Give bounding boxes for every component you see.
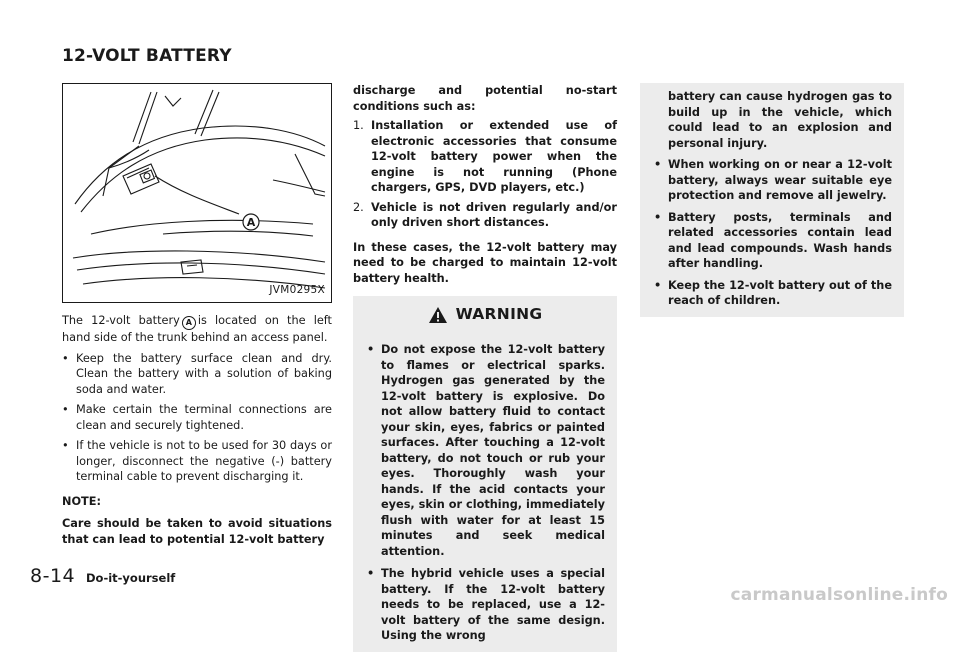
warning-box-continued	[640, 83, 904, 317]
warning-header	[353, 296, 617, 334]
page-number: 8-14	[30, 565, 76, 587]
watermark: carmanualsonline.info	[730, 585, 948, 605]
intro-text-after: is located on the left hand side of the trunk behind an access panel.	[62, 314, 332, 344]
warning-item-text: The hybrid vehicle uses a special battery. If the 12-volt battery needs to be replaced, use a 12-volt battery of the same design. Using the wrong	[381, 567, 605, 642]
warning-item-text: Do not expose the 12-volt battery to flames or electrical sparks. Hydrogen gas generated by the 12-volt battery is explosive. Do not allow battery fluid to contact your skin, eyes, fabrics or painted surfaces. After touching a 12-volt battery, do not touch or rub your eyes. Thoroughly wash your hands. If the acid contacts your eyes, skin or clothing, immediately flush with water for at least 15 minutes and seek medical attention.	[381, 343, 605, 558]
bullet-dot: •	[62, 439, 69, 452]
bullet-dot: •	[367, 567, 375, 580]
intro-text-before: The 12-volt battery	[62, 314, 180, 327]
warning-continuation: battery can cause hydrogen gas to build up in the vehicle, which could lead to an explosion and personal injury.	[668, 90, 892, 150]
list-item-text: Make certain the terminal connections are clean and securely tightened.	[76, 403, 332, 432]
numbered-item	[353, 118, 617, 196]
column-1	[62, 83, 332, 547]
figure-code: JVM0295X	[269, 283, 325, 296]
warning-item-text: Battery posts, terminals and related accessories contain lead and lead compounds. Wash hands after handling.	[668, 210, 892, 270]
warning-item	[367, 566, 605, 644]
column-2	[353, 83, 617, 652]
warning-item-text: Keep the 12-volt battery out of the reach of children.	[668, 278, 892, 307]
warning-item	[654, 157, 892, 204]
numbered-item-text: Vehicle is not driven regularly and/or only driven short distances.	[371, 200, 617, 229]
warning-item	[654, 210, 892, 272]
bullet-dot: •	[62, 351, 69, 365]
warning-item-text: When working on or near a 12-volt battery, always wear suitable eye protection and remove all jewelry.	[668, 158, 892, 202]
warning-item	[367, 342, 605, 559]
battery-marker-a: A	[182, 316, 196, 330]
note-text-start: Care should be taken to avoid situations that can lead to potential 12-volt battery	[62, 517, 332, 546]
footer-section-title: Do-it-yourself	[86, 571, 176, 585]
callout-a-label: A	[246, 216, 256, 229]
trunk-illustration	[62, 83, 332, 303]
intro-paragraph	[62, 313, 332, 346]
list-item	[62, 438, 332, 485]
section-heading: 12-VOLT BATTERY	[62, 46, 232, 66]
warning-triangle-icon	[428, 306, 448, 324]
note-label: NOTE:	[62, 494, 101, 508]
bullet-dot: •	[654, 210, 662, 224]
warning-item	[654, 278, 892, 309]
trunk-line-drawing	[63, 84, 331, 302]
bullet-dot: •	[654, 158, 662, 171]
list-item	[62, 402, 332, 433]
callout-a-marker	[243, 214, 259, 230]
bullet-dot: •	[367, 343, 375, 356]
bullet-dot: •	[62, 403, 69, 416]
numbered-item-text: Installation or extended use of electronic accessories that consume 12-volt battery power when the engine is not running (Phone chargers, GPS, DVD players, etc.)	[371, 119, 617, 194]
closing-paragraph: In these cases, the 12-volt battery may need to be charged to maintain 12-volt battery health.	[353, 240, 617, 285]
list-item-text: If the vehicle is not to be used for 30 days or longer, disconnect the negative (-) battery terminal cable to prevent discharging it.	[76, 439, 332, 483]
column-3	[640, 83, 904, 317]
list-item-text: Keep the battery surface clean and dry. Clean the battery with a solution of baking soda and water.	[76, 351, 332, 396]
numbered-item	[353, 200, 617, 231]
item-number: 2.	[353, 200, 364, 214]
bullet-dot: •	[654, 278, 662, 292]
warning-title: WARNING	[455, 305, 543, 324]
list-item	[62, 351, 332, 398]
item-number: 1.	[353, 119, 364, 132]
note-text-continued: discharge and potential no-start conditions such as:	[353, 84, 617, 113]
warning-box	[353, 334, 617, 652]
